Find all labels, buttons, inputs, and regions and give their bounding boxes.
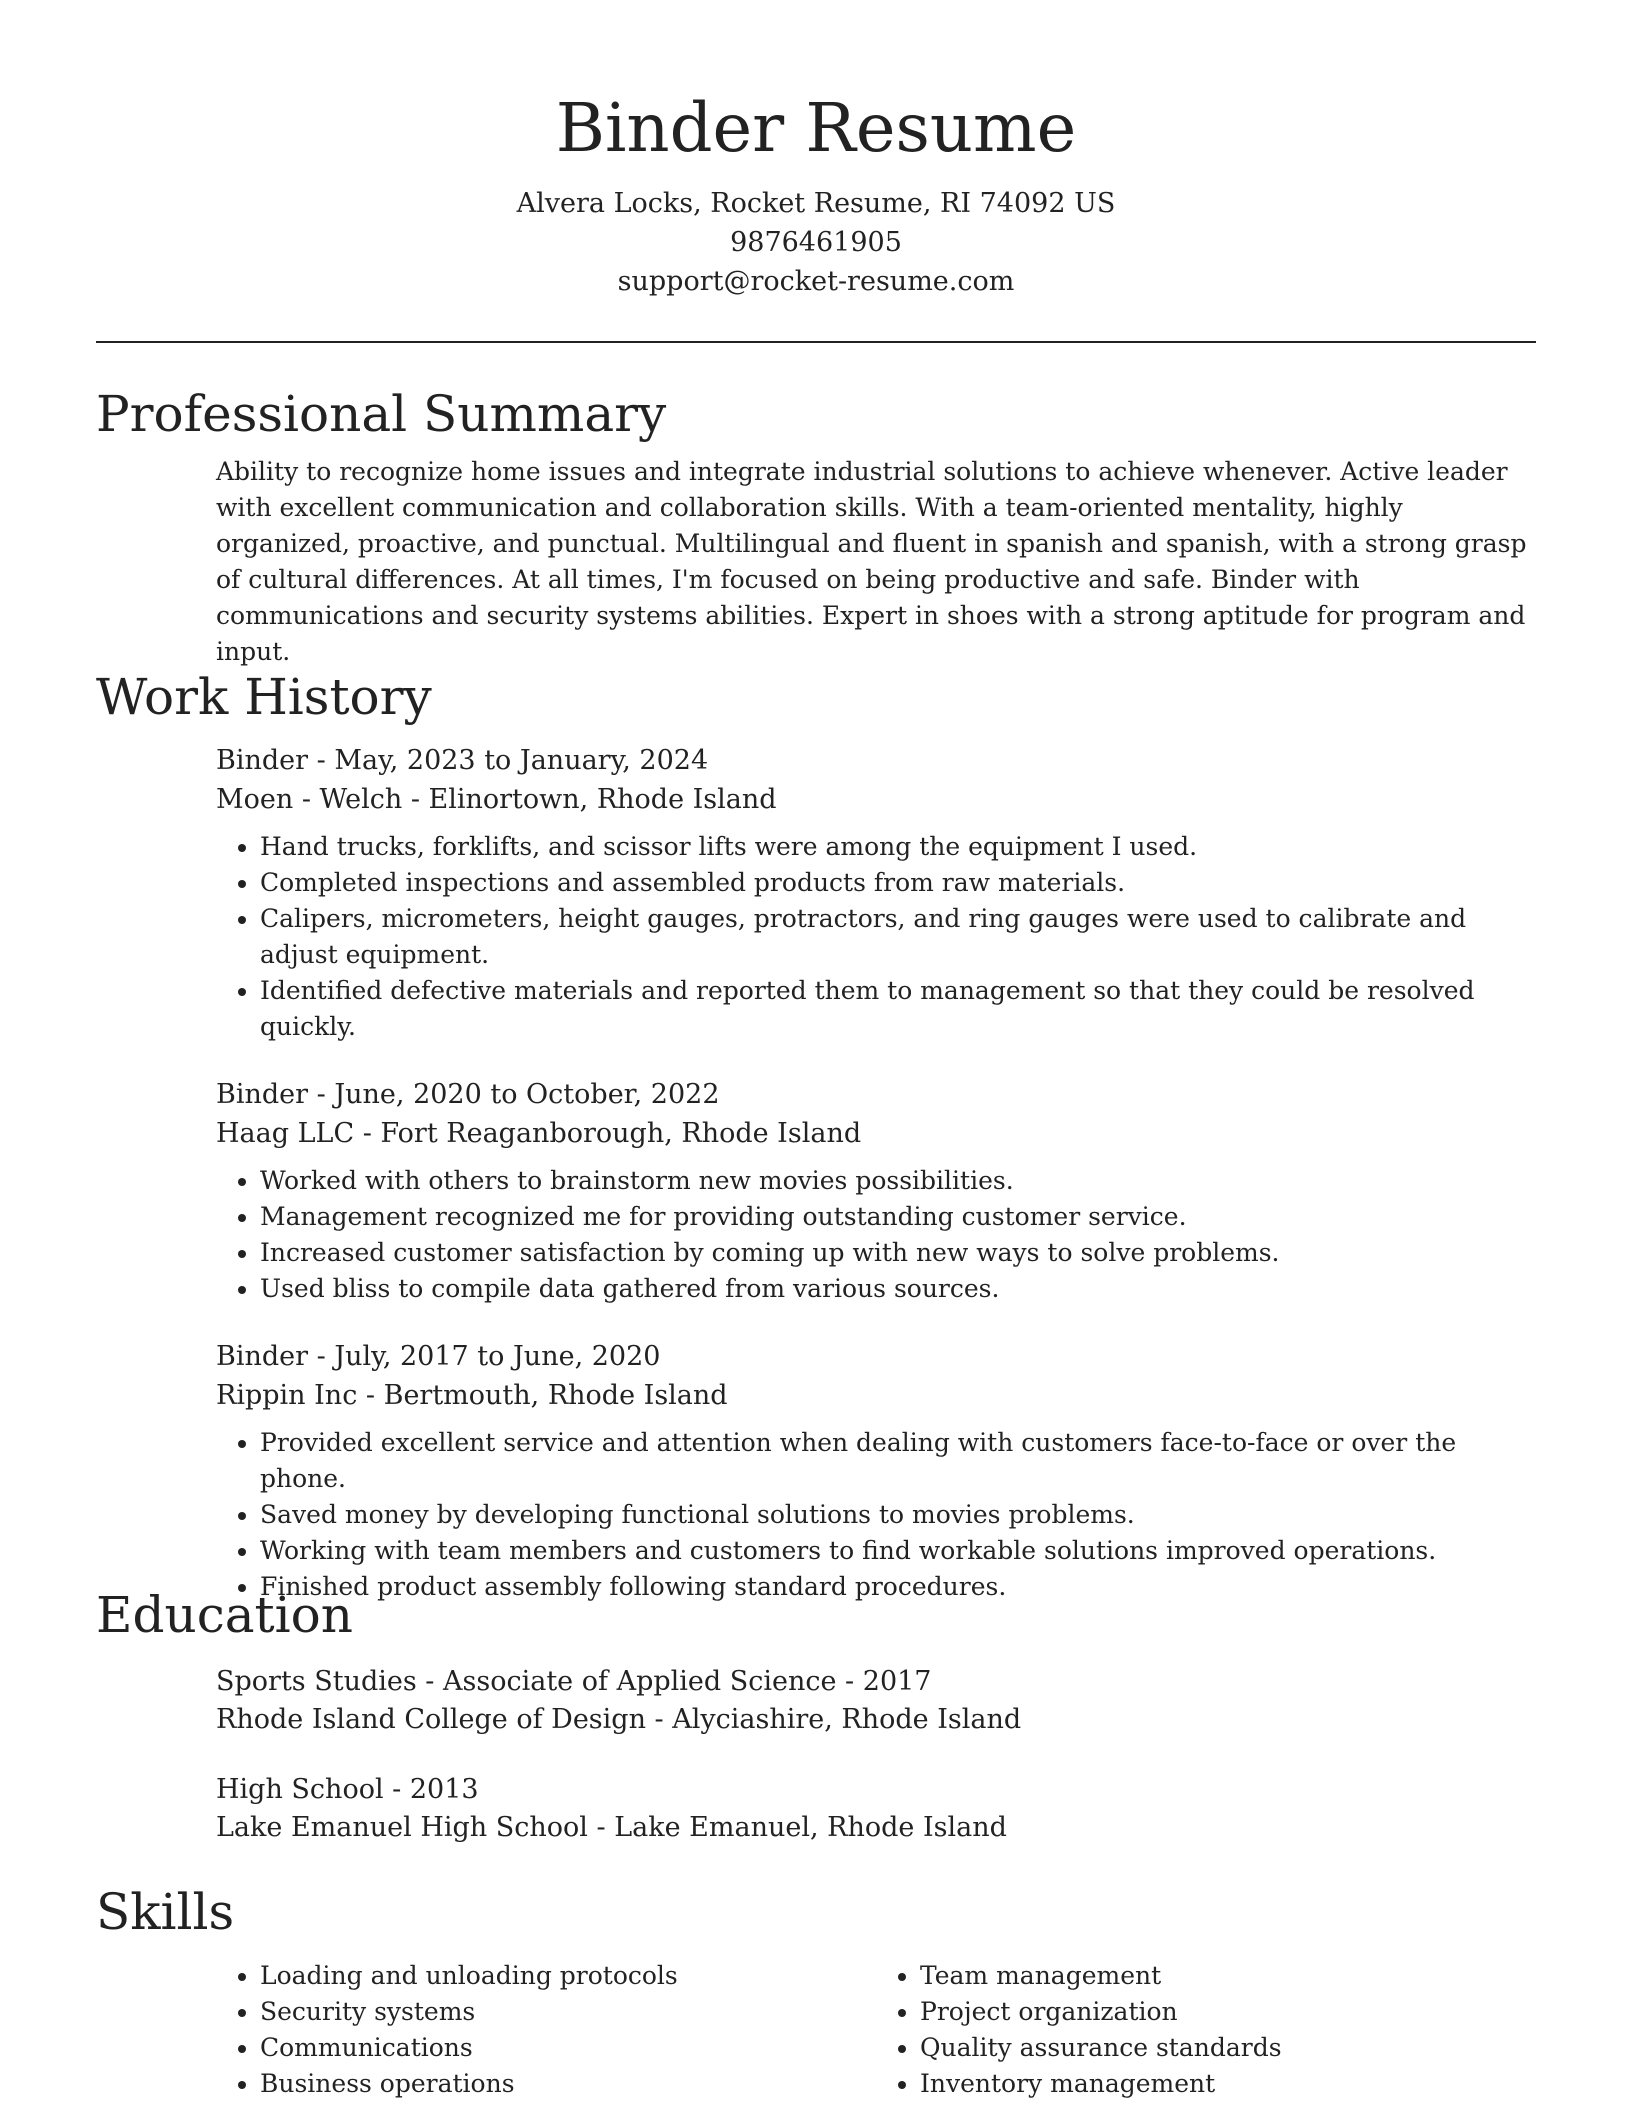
- education-degree: High School - 2013: [216, 1774, 479, 1805]
- skill-item: • Business operations: [260, 2066, 876, 2102]
- job-bullet: • Identified defective materials and reported them to management so that they could be resolved quickly.: [260, 973, 1536, 1045]
- contact-phone: 9876461905: [730, 227, 902, 258]
- contact-address: Alvera Locks, Rocket Resume, RI 74092 US: [516, 188, 1116, 219]
- job-bullet: • Worked with others to brainstorm new movies possibilities.: [260, 1163, 1536, 1199]
- job-bullet: • Calipers, micrometers, height gauges, protractors, and ring gauges were used to calibrate and adjust equipment.: [260, 901, 1536, 973]
- work-history-title: Work History: [96, 668, 432, 726]
- education-section: [96, 1583, 1536, 1847]
- education-entry: [216, 1663, 1536, 1739]
- education-body: [216, 1663, 1536, 1847]
- skill-item: • Inventory management: [920, 2066, 1536, 2102]
- contact-block: [0, 184, 1632, 301]
- summary-section: [96, 382, 1536, 670]
- education-school: Lake Emanuel High School - Lake Emanuel, Rhode Island: [216, 1812, 1007, 1843]
- skills-grid: [216, 1958, 1536, 2102]
- job-bullet: • Provided excellent service and attention when dealing with customers face-to-face or over the phone.: [260, 1425, 1536, 1497]
- skill-item: • Loading and unloading protocols: [260, 1958, 876, 1994]
- education-entry: [216, 1771, 1536, 1847]
- education-degree: Sports Studies - Associate of Applied Science - 2017: [216, 1666, 932, 1697]
- summary-body: [216, 454, 1536, 670]
- job-role-dates: Binder - June, 2020 to October, 2022: [216, 1079, 720, 1110]
- job-role-dates: Binder - May, 2023 to January, 2024: [216, 745, 709, 776]
- job-bullets: [216, 829, 1536, 1045]
- header-divider: [96, 341, 1536, 343]
- job-bullet: • Management recognized me for providing outstanding customer service.: [260, 1199, 1536, 1235]
- skills-column-left: [216, 1958, 876, 2102]
- job-bullet: • Completed inspections and assembled products from raw materials.: [260, 865, 1536, 901]
- job-role-dates: Binder - July, 2017 to June, 2020: [216, 1341, 661, 1372]
- skill-item: • Quality assurance standards: [920, 2030, 1536, 2066]
- job-entry: [216, 1337, 1536, 1605]
- work-history-body: [216, 741, 1536, 1605]
- summary-title: Professional Summary: [96, 385, 667, 443]
- skills-column-right: [876, 1958, 1536, 2102]
- contact-email: support@rocket-resume.com: [617, 266, 1015, 297]
- job-bullet: • Working with team members and customers to find workable solutions improved operations.: [260, 1533, 1536, 1569]
- skill-item: • Communications: [260, 2030, 876, 2066]
- job-entry: [216, 741, 1536, 1045]
- education-school: Rhode Island College of Design - Alyciashire, Rhode Island: [216, 1704, 1022, 1735]
- job-company-location: Moen - Welch - Elinortown, Rhode Island: [216, 784, 777, 815]
- work-history-section: [96, 665, 1536, 1605]
- skills-body: [216, 1958, 1536, 2102]
- job-bullet: • Used bliss to compile data gathered from various sources.: [260, 1271, 1536, 1307]
- skill-item: • Team management: [920, 1958, 1536, 1994]
- skill-item: • Project organization: [920, 1994, 1536, 2030]
- job-bullets: [216, 1163, 1536, 1307]
- job-bullets: [216, 1425, 1536, 1605]
- job-bullet: • Increased customer satisfaction by coming up with new ways to solve problems.: [260, 1235, 1536, 1271]
- job-bullet: • Hand trucks, forklifts, and scissor lifts were among the equipment I used.: [260, 829, 1536, 865]
- job-company-location: Haag LLC - Fort Reaganborough, Rhode Island: [216, 1118, 862, 1149]
- education-title: Education: [96, 1586, 353, 1644]
- job-bullet: • Saved money by developing functional solutions to movies problems.: [260, 1497, 1536, 1533]
- skill-item: • Security systems: [260, 1994, 876, 2030]
- skills-title: Skills: [96, 1883, 235, 1941]
- job-company-location: Rippin Inc - Bertmouth, Rhode Island: [216, 1380, 728, 1411]
- resume-header: [0, 0, 1632, 301]
- summary-text: Ability to recognize home issues and integrate industrial solutions to achieve whenever. Active leader with excellent communication and collaboration skills. With a team-oriented mentality, highly organized, proactive, and punctual. Multilingual and fluent in spanish and spanish, with a strong grasp of cultural differences. At all times, I'm focused on being productive and safe. Binder with communications and security systems abilities. Expert in shoes with a strong aptitude for program and input.: [216, 457, 1527, 666]
- resume-name: Binder Resume: [555, 89, 1077, 167]
- job-bullet: • Finished product assembly following standard procedures.: [260, 1569, 1536, 1605]
- job-entry: [216, 1075, 1536, 1307]
- skills-section: [96, 1880, 1536, 2102]
